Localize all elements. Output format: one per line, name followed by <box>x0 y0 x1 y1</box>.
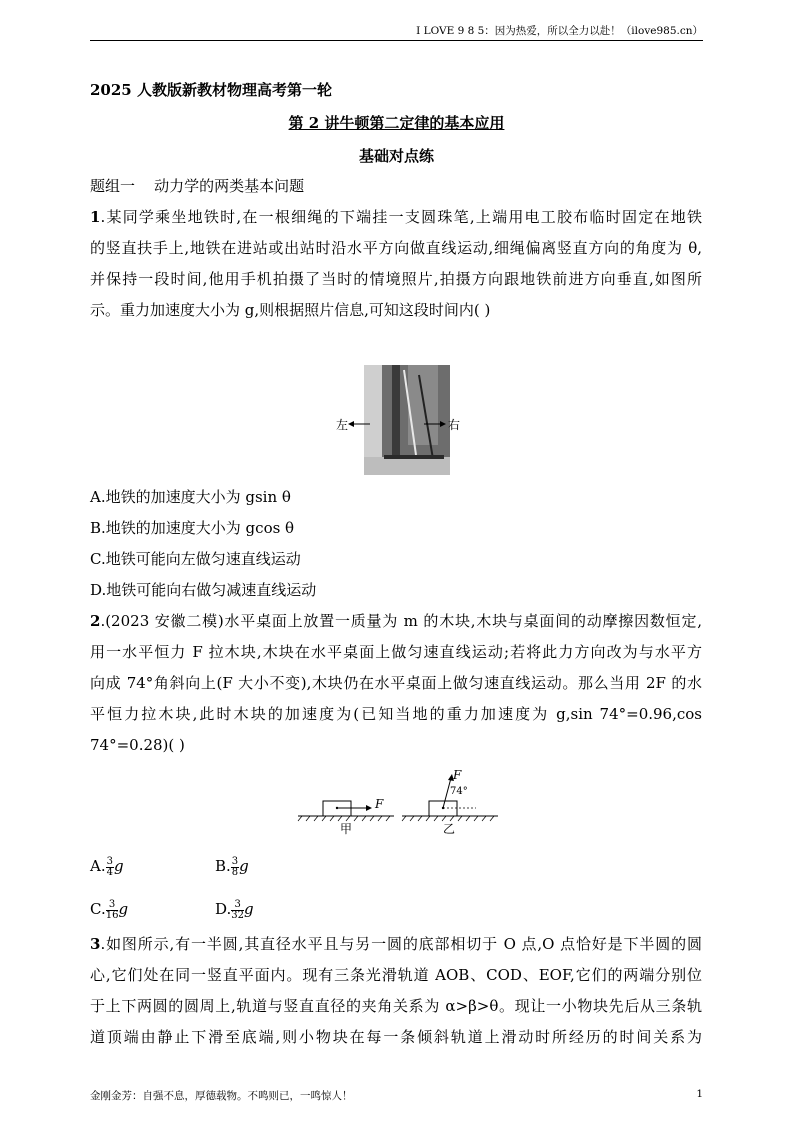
q2-option-a: A. $\frac{3}{4}$ g <box>90 855 124 878</box>
q1-line-4: 示。重力加速度大小为 g,则根据照片信息,可知这段时间内( ) <box>90 301 491 319</box>
page-footer <box>90 1088 703 1103</box>
q2-option-d: D. $\frac{3}{32}$ g <box>215 898 254 921</box>
fig-label-yi: 乙 <box>443 822 456 836</box>
q3-line-4: 道顶端由静止下滑至底端,则小物块在每一条倾斜轨道上滑动时所经历的时间关系为 <box>90 1028 702 1046</box>
lecture-title: 第 2 讲牛顿第二定律的基本应用 <box>288 114 505 132</box>
q3-line-2: 心,它们处在同一竖直平面内。现有三条光滑轨道 AOB、COD、EOF,它们的两端分别位 <box>90 966 702 984</box>
q3-line-3: 于上下两圆的圆周上,轨道与竖直直径的夹角关系为 α>β>θ。现让一小物块先后从三条轨 <box>90 997 702 1015</box>
footer-motto: 金刚金芳：自强不息，厚德载物。不鸣则已，一鸣惊人！ <box>90 1090 353 1102</box>
q1-line-2: 的竖直扶手上,地铁在进站或出站时沿水平方向做直线运动,细绳偏离竖直方向的角度为 θ, <box>90 239 702 257</box>
q1-line-3: 并保持一段时间,他用手机拍摄了当时的情境照片,拍摄方向跟地铁前进方向垂直,如图所 <box>90 270 702 288</box>
fig-force-jia: F <box>375 797 384 811</box>
group-title: 题组一 动力学的两类基本问题 <box>90 177 305 195</box>
q2-line-2: 用一水平恒力 F 拉木块,木块在水平桌面上做匀速直线运动;若将此力方向改为与水平方 <box>90 643 702 661</box>
q2-option-c: C. $\frac{3}{16}$ g <box>90 898 129 921</box>
label-left: 左 <box>336 418 349 432</box>
fig-force-yi: F <box>453 768 462 782</box>
q2-line-5: 74°=0.28)( ) <box>90 736 185 754</box>
q2-line-1: 2.(2023 安徽二模)水平桌面上放置一质量为 m 的木块,木块与桌面间的动摩擦因数恒定, <box>90 612 702 630</box>
fig-angle: 74° <box>450 786 468 797</box>
q2-line-4: 平恒力拉木块,此时木块的加速度为(已知当地的重力加速度为 g,sin 74°=0.96,cos <box>90 705 702 723</box>
page-header: I LOVE 9 8 5：因为热爱，所以全力以赴！（ilove985.cn） <box>90 22 703 41</box>
q1-option-a: A.地铁的加速度大小为 gsin θ <box>90 488 291 506</box>
section-title: 基础对点练 <box>358 147 434 165</box>
q2-option-b: B. $\frac{3}{8}$ g <box>215 855 249 878</box>
q1-option-b: B.地铁的加速度大小为 gcos θ <box>90 519 295 537</box>
label-right: 右 <box>448 418 461 432</box>
fig-label-jia: 甲 <box>340 822 353 836</box>
block-force-figure <box>296 766 500 838</box>
doc-title: 2025 人教版新教材物理高考第一轮 <box>90 81 332 99</box>
page-number: 1 <box>696 1088 703 1100</box>
q1-option-c: C.地铁可能向左做匀速直线运动 <box>90 550 301 568</box>
q1-line-1: 1.某同学乘坐地铁时,在一根细绳的下端挂一支圆珠笔,上端用电工胶布临时固定在地铁 <box>90 208 702 226</box>
q3-line-1: 3.如图所示,有一半圆,其直径水平且与另一圆的底部相切于 O 点,O 点恰好是下半圆的圆 <box>90 935 702 953</box>
q2-line-3: 向成 74°角斜向上(F 大小不变),木块仍在水平桌面上做匀速直线运动。那么当用 2F 的水 <box>90 674 702 692</box>
q1-option-d: D.地铁可能向右做匀减速直线运动 <box>90 581 317 599</box>
